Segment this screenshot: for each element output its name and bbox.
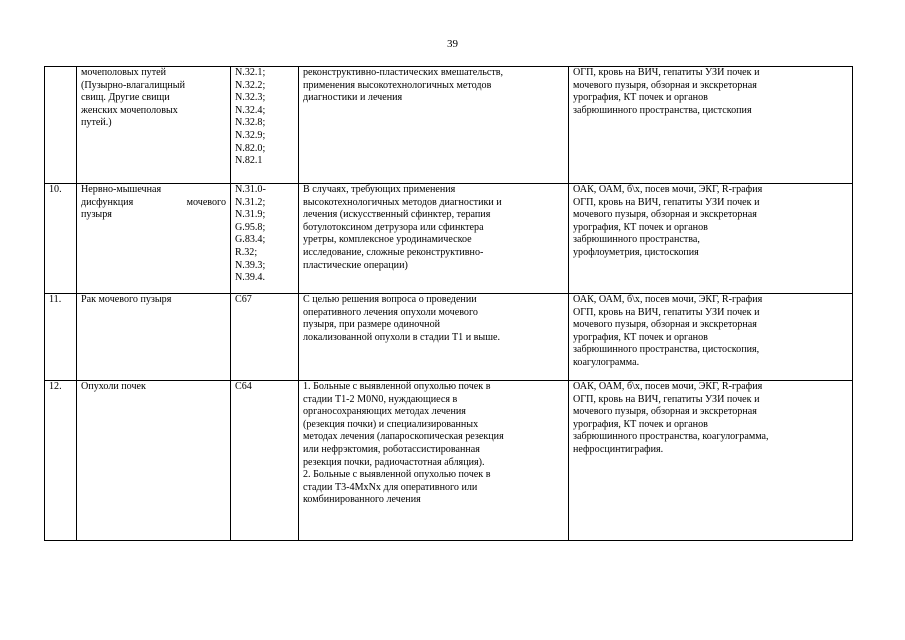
indication-line: С целью решения вопроса о проведении bbox=[303, 294, 477, 305]
examination-line: ОАК, ОАМ, б\х, посев мочи, ЭКГ, R-графия bbox=[573, 294, 763, 305]
indication-line: исследование, сложные реконструктивно- bbox=[303, 246, 484, 258]
examination-line: урофлоуметрия, цистоскопия bbox=[573, 246, 699, 258]
icd-code: N.31.0- bbox=[235, 184, 266, 195]
icd-code: N.32.4; bbox=[235, 104, 266, 116]
examination-line: мочевого пузыря, обзорная и экскреторная bbox=[573, 319, 757, 331]
disease-name-line: Нервно-мышечная bbox=[81, 184, 162, 195]
disease-name-cell bbox=[77, 381, 231, 541]
icd-code: G.83.4; bbox=[235, 234, 266, 246]
examination-line: ОГП, кровь на ВИЧ, гепатиты УЗИ почек и bbox=[573, 67, 760, 78]
examination-line: забрюшинного пространства, цистскопия bbox=[573, 104, 752, 116]
indication-line: применения высокотехнологичных методов bbox=[303, 79, 492, 91]
icd-code-cell bbox=[231, 184, 299, 294]
examination-cell bbox=[569, 184, 853, 294]
table-row bbox=[45, 67, 853, 184]
indication-line: уретры, комплексное уродинамическое bbox=[303, 234, 472, 246]
indication-cell bbox=[299, 294, 569, 381]
indication-line: оперативного лечения опухоли мочевого bbox=[303, 306, 478, 318]
icd-code: N.32.3; bbox=[235, 92, 266, 104]
disease-name-cell bbox=[77, 294, 231, 381]
indication-line: резекция почки, радиочастотная абляция). bbox=[303, 456, 485, 468]
icd-code: N.39.4. bbox=[235, 272, 266, 284]
indication-line: 2. Больные с выявленной опухолью почек в bbox=[303, 469, 491, 481]
icd-code: N.82.1 bbox=[235, 155, 263, 167]
indication-line: комбинированного лечения bbox=[303, 494, 421, 506]
examination-line: урография, КТ почек и органов bbox=[573, 331, 708, 343]
table-row bbox=[45, 381, 853, 541]
icd-code: N.31.9; bbox=[235, 209, 266, 221]
icd-code: N.82.0; bbox=[235, 142, 266, 154]
disease-name-cell bbox=[77, 67, 231, 184]
disease-name-line: дисфункция мочевого bbox=[81, 196, 226, 208]
indication-line: 1. Больные с выявленной опухолью почек в bbox=[303, 381, 491, 392]
indication-line: или нефрэктомия, роботассистированная bbox=[303, 443, 480, 455]
indication-line: пластические операции) bbox=[303, 259, 408, 271]
indication-line: В случаях, требующих применения bbox=[303, 184, 456, 195]
examination-line: мочевого пузыря, обзорная и экскреторная bbox=[573, 209, 757, 221]
icd-code: N.32.9; bbox=[235, 129, 266, 141]
indication-line: ботулотоксином детрузора или сфинктера bbox=[303, 221, 484, 233]
indication-line: органосохраняющих методах лечения bbox=[303, 406, 466, 418]
medical-indications-table bbox=[44, 66, 853, 541]
examination-line: коагулограмма. bbox=[573, 356, 640, 368]
examination-line: урография, КТ почек и органов bbox=[573, 221, 708, 233]
disease-name-cell bbox=[77, 184, 231, 294]
disease-name-line: Рак мочевого пузыря bbox=[81, 294, 172, 305]
examination-cell bbox=[569, 294, 853, 381]
row-number: 11. bbox=[49, 294, 62, 305]
indication-line: стадии Т3-4MxNx для оперативного или bbox=[303, 481, 478, 493]
indication-line: диагностики и лечения bbox=[303, 92, 403, 104]
examination-line: ОАК, ОАМ, б\х, посев мочи, ЭКГ, R-графия bbox=[573, 381, 763, 392]
row-number-cell bbox=[45, 67, 77, 184]
icd-code: G.95.8; bbox=[235, 221, 266, 233]
indication-line: локализованной опухоли в стадии Т1 и выше. bbox=[303, 331, 500, 343]
icd-code: С67 bbox=[235, 294, 252, 305]
indication-line: высокотехнологичных методов диагностики и bbox=[303, 196, 502, 208]
row-number-cell bbox=[45, 294, 77, 381]
row-number: 12. bbox=[49, 381, 62, 392]
disease-name-line: Опухоли почек bbox=[81, 381, 146, 392]
row-number-cell bbox=[45, 184, 77, 294]
page-number: 39 bbox=[447, 38, 458, 50]
disease-name-line: женских мочеполовых bbox=[81, 104, 178, 116]
icd-code: N.31.2; bbox=[235, 196, 266, 208]
icd-code: N.39.3; bbox=[235, 259, 266, 271]
icd-code: N.32.2; bbox=[235, 79, 266, 91]
icd-code-cell bbox=[231, 67, 299, 184]
disease-name-line: мочеполовых путей bbox=[81, 67, 166, 78]
icd-code-cell bbox=[231, 294, 299, 381]
indication-cell bbox=[299, 67, 569, 184]
disease-name-line: путей.) bbox=[81, 117, 112, 129]
examination-line: забрюшинного пространства, цистоскопия, bbox=[573, 344, 760, 356]
disease-name-line: (Пузырно-влагалищный bbox=[81, 79, 185, 91]
indication-line: стадии Т1-2 М0N0, нуждающиеся в bbox=[303, 393, 458, 405]
examination-cell bbox=[569, 381, 853, 541]
examination-line: мочевого пузыря, обзорная и экскреторная bbox=[573, 406, 757, 418]
row-number: 10. bbox=[49, 184, 62, 195]
indication-line: методах лечения (лапароскопическая резекция bbox=[303, 431, 504, 443]
icd-code: N.32.8; bbox=[235, 117, 266, 129]
indication-cell bbox=[299, 184, 569, 294]
table-row bbox=[45, 184, 853, 294]
examination-cell bbox=[569, 67, 853, 184]
examination-line: забрюшинного пространства, bbox=[573, 234, 700, 246]
indication-line: пузыря, при размере одиночной bbox=[303, 319, 441, 331]
icd-code-cell bbox=[231, 381, 299, 541]
examination-line: ОГП, кровь на ВИЧ, гепатиты УЗИ почек и bbox=[573, 393, 760, 405]
disease-name-line: свищ. Другие свищи bbox=[81, 92, 170, 104]
examination-line: забрюшинного пространства, коагулограмма, bbox=[573, 431, 769, 443]
indication-line: лечения (искусственный сфинктер, терапия bbox=[303, 209, 491, 221]
examination-line: ОАК, ОАМ, б\х, посев мочи, ЭКГ, R-графия bbox=[573, 184, 763, 195]
icd-code: R.32; bbox=[235, 246, 258, 258]
examination-line: ОГП, кровь на ВИЧ, гепатиты УЗИ почек и bbox=[573, 306, 760, 318]
indication-line: реконструктивно-пластических вмешательств, bbox=[303, 67, 504, 78]
examination-line: нефросцинтиграфия. bbox=[573, 443, 664, 455]
disease-name-line: пузыря bbox=[81, 209, 112, 221]
icd-code: N.32.1; bbox=[235, 67, 266, 78]
table-row bbox=[45, 294, 853, 381]
indication-cell bbox=[299, 381, 569, 541]
examination-line: урография, КТ почек и органов bbox=[573, 418, 708, 430]
examination-line: мочевого пузыря, обзорная и экскреторная bbox=[573, 79, 757, 91]
examination-line: урография, КТ почек и органов bbox=[573, 92, 708, 104]
examination-line: ОГП, кровь на ВИЧ, гепатиты УЗИ почек и bbox=[573, 196, 760, 208]
icd-code: С64 bbox=[235, 381, 252, 392]
row-number-cell bbox=[45, 381, 77, 541]
indication-line: (резекция почки) и специализированных bbox=[303, 418, 479, 430]
